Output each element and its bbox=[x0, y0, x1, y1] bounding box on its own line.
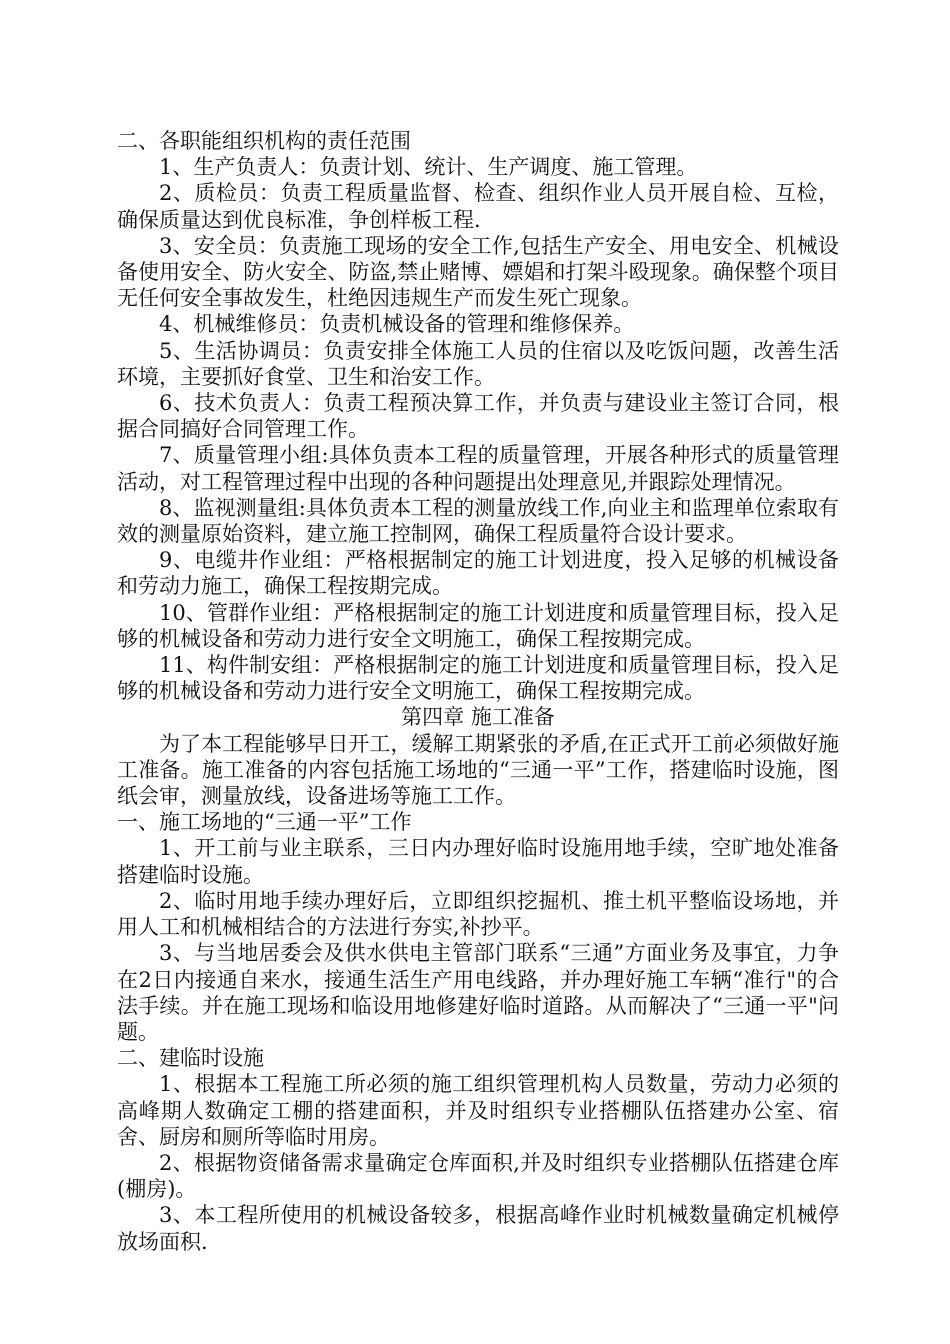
duty-item: 4、机械维修员：负责机械设备的管理和维修保养。 bbox=[159, 312, 635, 337]
subsection-heading: 一、施工场地的“三通一平”工作 bbox=[117, 810, 412, 835]
subsection-heading: 二、建临时设施 bbox=[117, 1046, 264, 1071]
document-page bbox=[117, 128, 839, 1255]
chapter-intro: 为了本工程能够早日开工，缓解工期紧张的矛盾,在正式开工前必须做好施工准备。施工准备的内容包括施工场地的“三通一平”工作，搭建临时设施，图纸会审，测量放线，设备进场等施工工作。 bbox=[117, 731, 839, 809]
subsection-item: 3、与当地居委会及供水供电主管部门联系“三通”方面业务及事宜，力争在2日内接通自来水，接通生活生产用电线路，并办理好施工车辆“准行"的合法手续。并在施工现场和临设用地修建好临时道路。从而解决了“三通一平"问题。 bbox=[117, 941, 839, 1044]
duty-item: 5、生活协调员：负责安排全体施工人员的住宿以及吃饭问题，改善生活环境，主要抓好食堂、卫生和治安工作。 bbox=[117, 338, 839, 389]
section-heading: 二、各职能组织机构的责任范围 bbox=[117, 129, 411, 153]
chapter-title: 第四章 施工准备 bbox=[401, 705, 555, 730]
duty-item: 3、安全员：负责施工现场的安全工作,包括生产安全、用电安全、机械设备使用安全、防火安全、防盗,禁止赌博、嫖娼和打架斗殴现象。确保整个项目无任何安全事故发生，杜绝因违规生产而发生死亡现象。 bbox=[117, 233, 839, 311]
duty-item: 7、质量管理小组:具体负责本工程的质量管理，开展各种形式的质量管理活动，对工程管理过程中出现的各种问题提出处理意见,并跟踪处理情况。 bbox=[117, 443, 839, 494]
subsection-item: 2、临时用地手续办理好后，立即组织挖掘机、推土机平整临设场地，并用人工和机械相结合的方法进行夯实,补抄平。 bbox=[117, 888, 839, 940]
duty-item: 10、管群作业组：严格根据制定的施工计划进度和质量管理目标，投入足够的机械设备和劳动力进行安全文明施工，确保工程按期完成。 bbox=[117, 600, 839, 651]
subsection-item: 2、根据物资储备需求量确定仓库面积,并及时组织专业搭棚队伍搭建仓库(棚房)。 bbox=[117, 1150, 839, 1202]
duty-item: 8、监视测量组:具体负责本工程的测量放线工作,向业主和监理单位索取有效的测量原始资料，建立施工控制网，确保工程质量符合设计要求。 bbox=[117, 495, 839, 547]
duty-item: 1、生产负责人：负责计划、统计、生产调度、施工管理。 bbox=[159, 155, 698, 180]
duty-item: 9、电缆井作业组：严格根据制定的施工计划进度，投入足够的机械设备和劳动力施工，确保工程按期完成。 bbox=[117, 548, 839, 599]
subsection-item: 1、根据本工程施工所必须的施工组织管理机构人员数量，劳动力必须的高峰期人数确定工棚的搭建面积，并及时组织专业搭棚队伍搭建办公室、宿舍、厨房和厕所等临时用房。 bbox=[117, 1072, 839, 1149]
duty-item: 2、质检员：负责工程质量监督、检查、组织作业人员开展自检、互检，确保质量达到优良标准，争创样板工程. bbox=[117, 181, 839, 232]
duty-item: 6、技术负责人：负责工程预决算工作，并负责与建设业主签订合同，根据合同搞好合同管理工作。 bbox=[117, 391, 839, 442]
subsection-item: 1、开工前与业主联系，三日内办理好临时设施用地手续，空旷地处准备搭建临时设施。 bbox=[117, 836, 839, 887]
duty-item: 11、构件制安组：严格根据制定的施工计划进度和质量管理目标，投入足够的机械设备和劳动力进行安全文明施工，确保工程按期完成。 bbox=[117, 653, 839, 704]
subsection-item: 3、本工程所使用的机械设备较多，根据高峰作业时机械数量确定机械停放场面积. bbox=[117, 1203, 839, 1254]
